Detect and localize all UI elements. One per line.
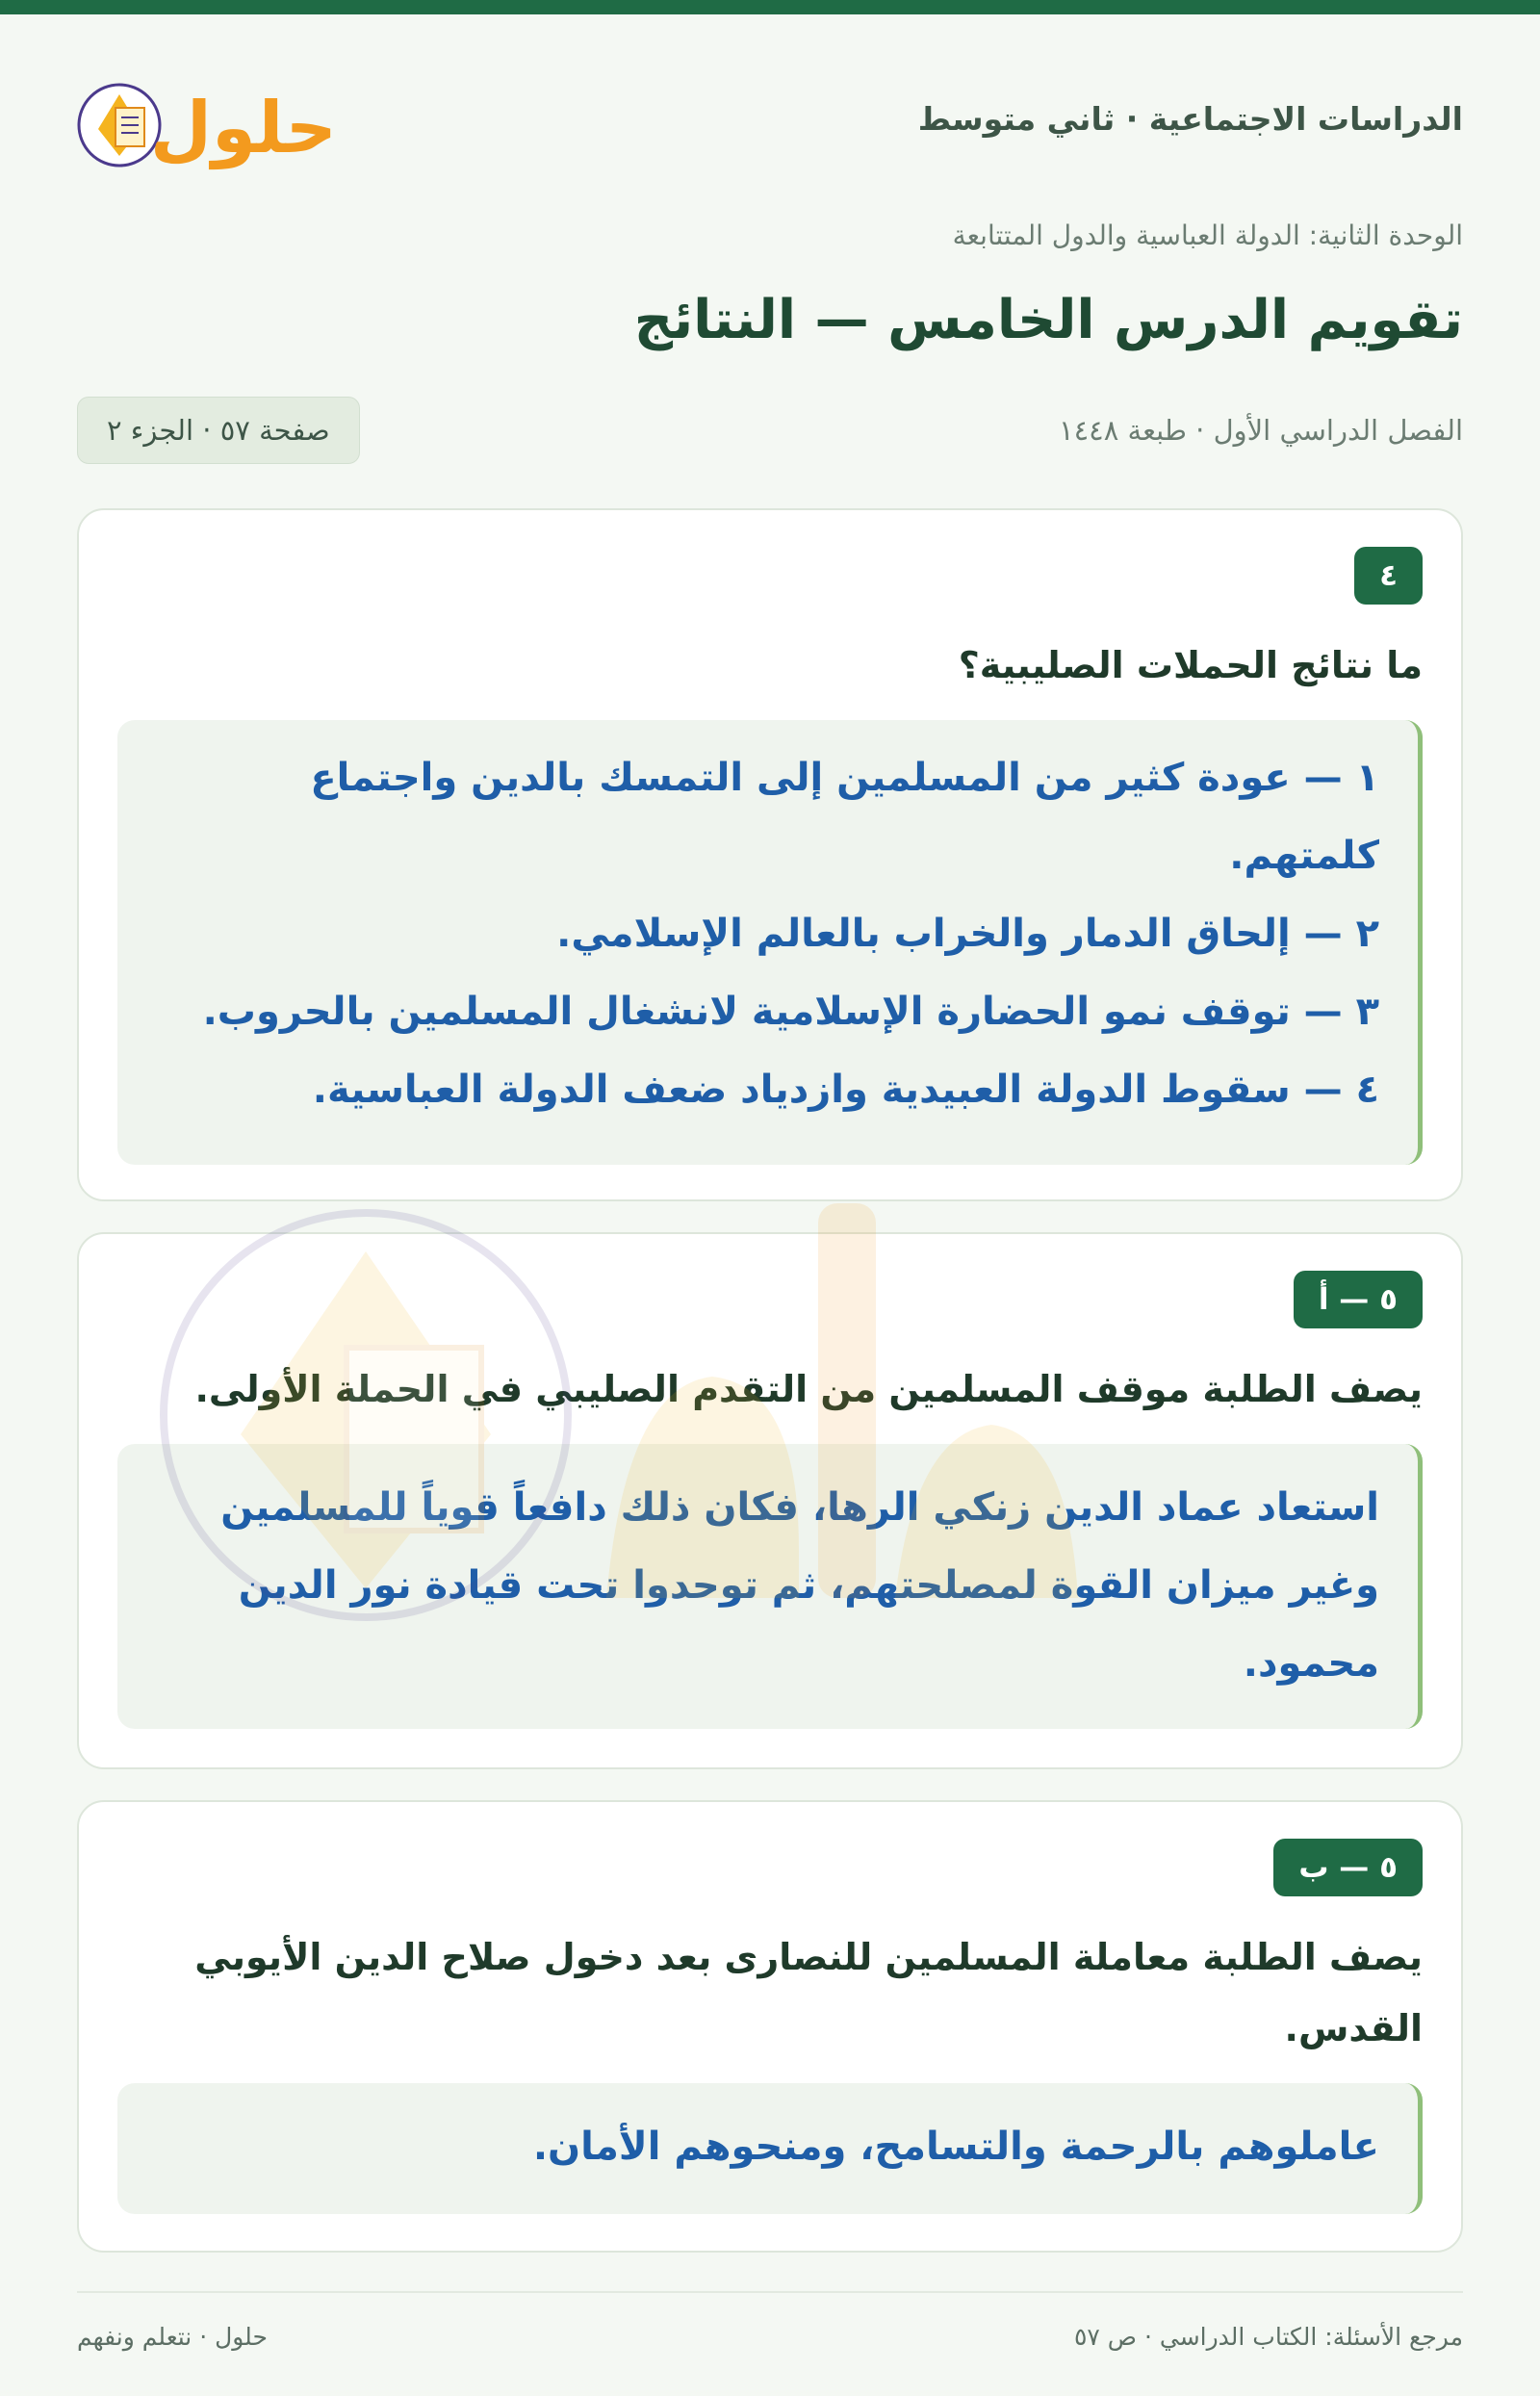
question-number-badge: ٤ [1354, 547, 1423, 605]
answer-line: استعاد عماد الدين زنكي الرها، فكان ذلك دافعاً قوياً للمسلمين وغير ميزان القوة لمصلحتهم، ثم توحدوا تحت قيادة نور الدين محمود. [220, 1485, 1379, 1686]
answer-box [117, 720, 1423, 1165]
answer-line: ١ — عودة كثير من المسلمين إلى التمسك بالدين واجتماع كلمتهم. [310, 756, 1379, 878]
top-accent-bar [0, 0, 1540, 14]
answer-line: ٢ — إلحاق الدمار والخراب بالعالم الإسلامي. [556, 912, 1379, 956]
page-badge: صفحة ٥٧ · الجزء ٢ [77, 397, 360, 464]
answer-box [117, 1444, 1423, 1729]
unit-line: الوحدة الثانية: الدولة العباسية والدول المتتابعة [952, 219, 1463, 251]
logo-text: حلول [149, 87, 337, 169]
edition-info: الفصل الدراسي الأول · طبعة ١٤٤٨ [1059, 414, 1463, 447]
footer-brand: حلول · نتعلم ونفهم [77, 2323, 268, 2351]
question-number-badge: ٥ — ب [1273, 1839, 1423, 1896]
hulul-logo [77, 58, 366, 183]
answer-line: عاملوهم بالرحمة والتسامح، ومنحوهم الأمان. [532, 2125, 1379, 2169]
answer-box [117, 2083, 1423, 2214]
footer-divider [77, 2291, 1463, 2293]
question-text: يصف الطلبة موقف المسلمين من التقدم الصليبي في الحملة الأولى. [194, 1368, 1423, 1410]
answer-line: ٤ — سقوط الدولة العبيدية وازدياد ضعف الدولة العباسية. [312, 1068, 1379, 1112]
header [77, 58, 1463, 183]
answer-line: ٣ — توقف نمو الحضارة الإسلامية لانشغال المسلمين بالحروب. [202, 990, 1379, 1034]
question-card [77, 1800, 1463, 2253]
question-number-badge: ٥ — أ [1294, 1271, 1423, 1328]
question-card [77, 508, 1463, 1201]
subject-label: الدراسات الاجتماعية · ثاني متوسط [917, 100, 1463, 138]
question-card [77, 1232, 1463, 1769]
footer-reference: مرجع الأسئلة: الكتاب الدراسي · ص ٥٧ [1073, 2323, 1463, 2351]
question-text: ما نتائج الحملات الصليبية؟ [958, 644, 1423, 686]
page-title: تقويم الدرس الخامس — النتائج [633, 289, 1463, 351]
question-text: يصف الطلبة معاملة المسلمين للنصارى بعد دخول صلاح الدين الأيوبي القدس. [194, 1936, 1423, 2049]
